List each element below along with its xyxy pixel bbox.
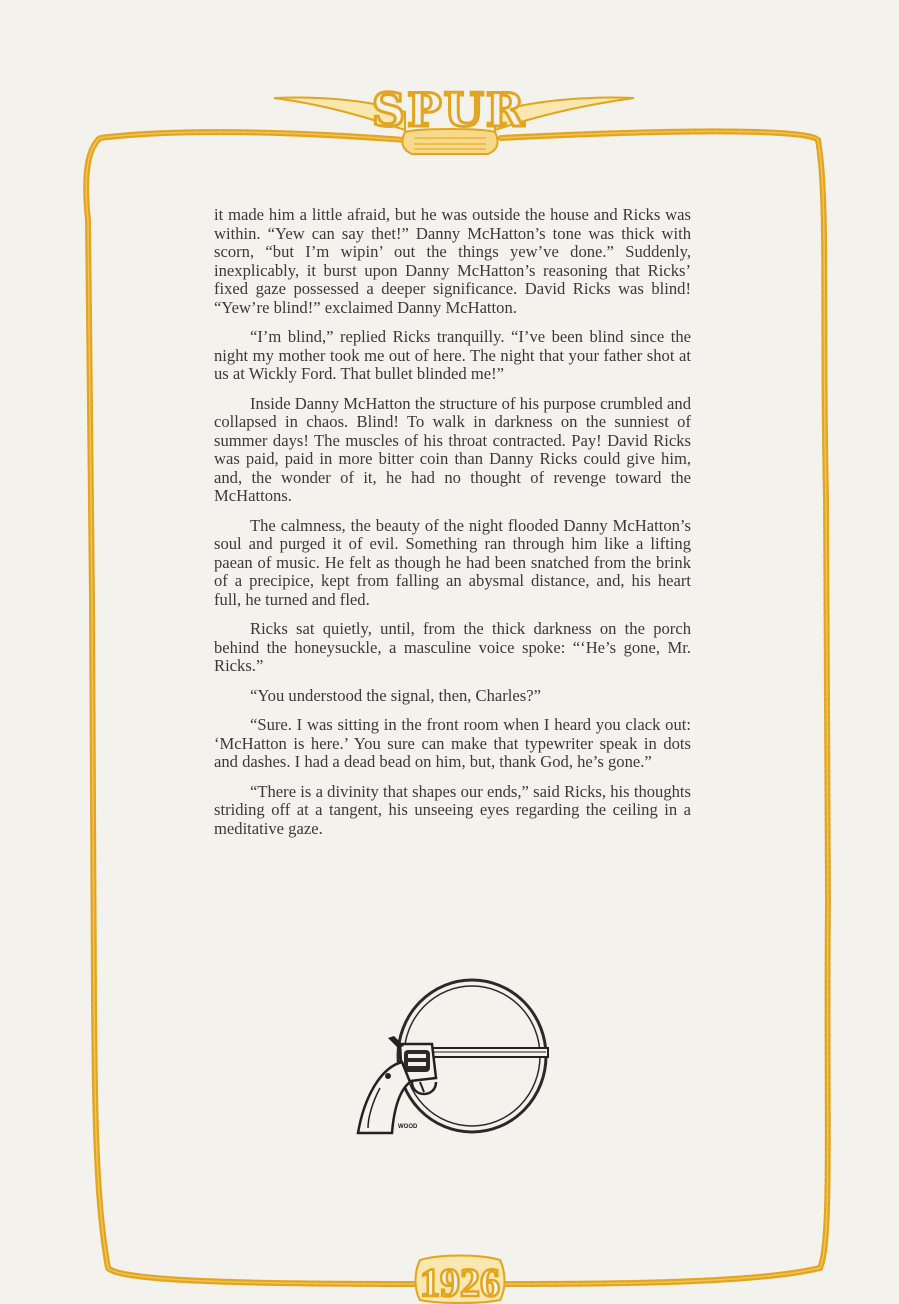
- artist-signature: WOOD: [398, 1124, 418, 1130]
- story-text: [214, 206, 691, 849]
- revolver-cylinder: [404, 1050, 430, 1072]
- paragraph-4: The calmness, the beauty of the night flooded Danny McHatton’s soul and purged it of evil. Something ran through him like a lifting paean of music. He felt as though he had been snatched from the brink of a precipice, kept from falling an abysmal distance, and, his heart full, he turned and fled.: [214, 515, 691, 609]
- paragraph-6: “You understood the signal, then, Charles?”: [250, 685, 541, 705]
- paragraph-8: “There is a divinity that shapes our ends,” said Ricks, his thoughts striding off at a tangent, his unseeing eyes regarding the ceiling in a meditative gaze.: [214, 781, 691, 838]
- revolver-grip: [358, 1062, 410, 1133]
- revolver-trigger-guard: [412, 1082, 436, 1094]
- paragraph-5: Ricks sat quietly, until, from the thick darkness on the porch behind the honeysuckle, a masculine voice spoke: “‘He’s gone, Mr. Ricks.”: [214, 619, 691, 675]
- paragraph-1: it made him a little afraid, but he was outside the house and Ricks was within. “Yew can say thet!” Danny McHatton’s tone was thick with scorn, “but I’m wipin’ out the things yew’ve done.” Suddenly, inexplicably, it burst upon Danny McHatton’s reasoning that Ricks’ fixed gaze possessed a deeper significance. David Ricks was blind! “Yew’re blind!” exclaimed Danny McHatton.: [214, 205, 691, 317]
- paragraph-3: Inside Danny McHatton the structure of his purpose crumbled and collapsed in chaos. Blind! To walk in darkness on the sunniest of summer days! The muscles of his throat contracted. Pay! David Ricks was paid, paid in more bitter coin than Danny Ricks could give him, and, the wonder of it, he had no thought of revenge toward the McHattons.: [214, 393, 691, 505]
- paragraph-7: “Sure. I was sitting in the front room when I heard you clack out: ‘McHatton is here.’ You sure can make that typewriter speak in dots and dashes. I had a dead bead on him, but, thank God, he’s gone.”: [214, 715, 691, 771]
- revolver-hammer: [388, 1036, 404, 1048]
- paragraph-2: “I’m blind,” replied Ricks tranquilly. “I’ve been blind since the night my mother took me out of here. The night that your father shot at us at Wickly Ford. That bullet blinded me!”: [214, 327, 691, 383]
- revolver-illustration: [350, 978, 555, 1138]
- footer-year: 1926: [420, 1260, 500, 1304]
- header-title: SPUR: [371, 83, 527, 137]
